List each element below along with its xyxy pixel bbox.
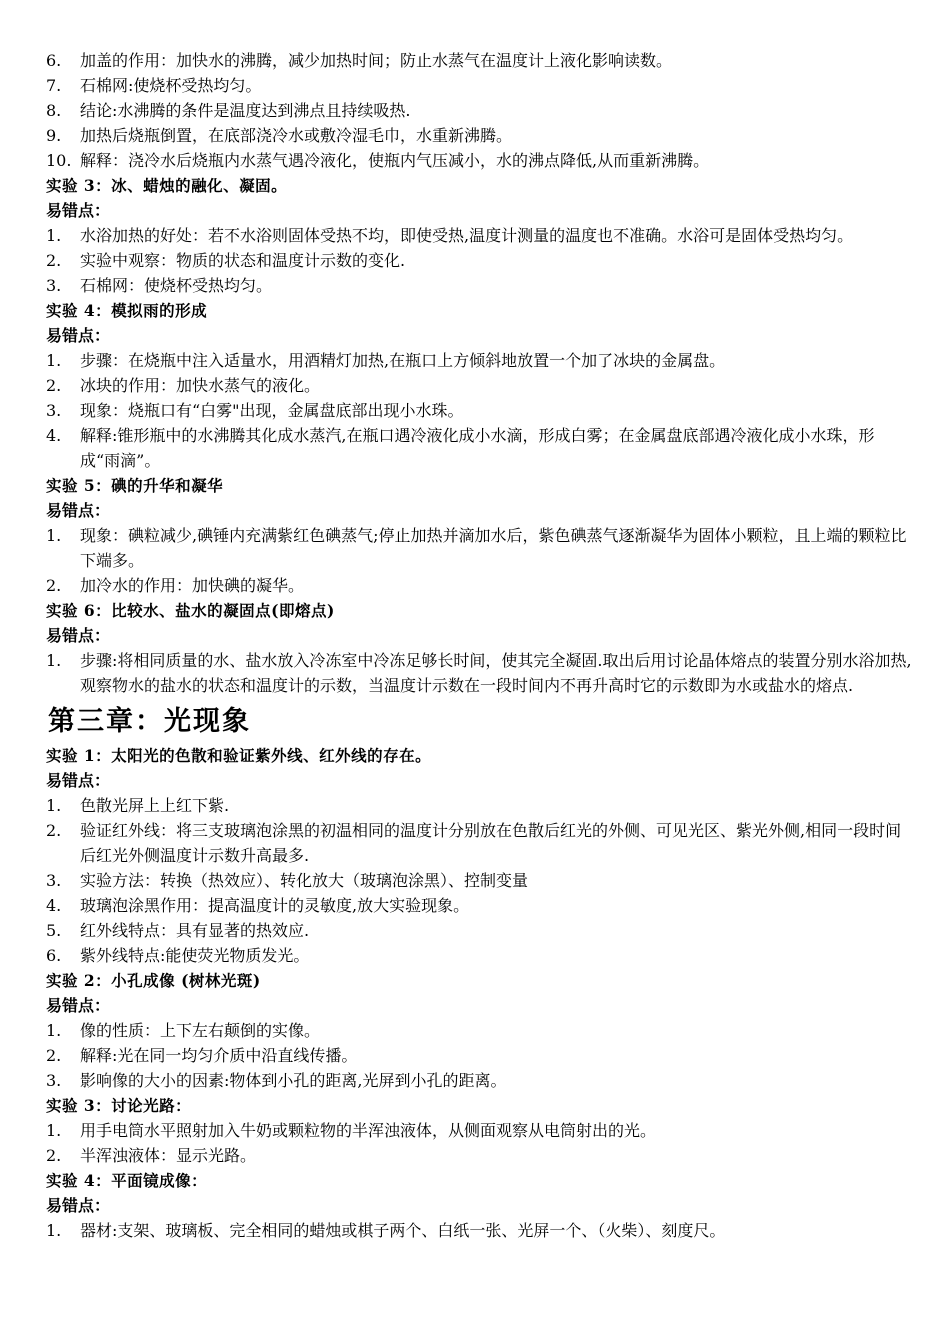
list-item-number: 1. [46,1221,62,1240]
list-item-text: 结论:水沸腾的条件是温度达到沸点且持续吸热. [80,101,411,120]
chapter-title: 第三章：光现象 [48,706,251,737]
list-item-number: 8. [46,101,62,120]
list-item-text: 玻璃泡涂黑作用：提高温度计的灵敏度,放大实验现象。 [80,896,470,915]
list-item [46,73,912,98]
list-item-text: 实验方法：转换（热效应）、转化放大（玻璃泡涂黑）、控制变量 [80,871,529,890]
error-points-label: 易错点： [46,1196,111,1215]
list-item [46,793,912,818]
list-item-number: 5. [46,921,62,940]
list-item [46,423,912,473]
experiment-heading: 实验 3：冰、蜡烛的融化、凝固。 [46,176,288,195]
list-item-text: 解释:锥形瓶中的水沸腾其化成水蒸汽,在瓶口遇冷液化成小水滴，形成白雾；在金属盘底部遇冷液化成小水珠，形成“雨滴”。 [80,426,875,470]
list-item-text: 现象：碘粒减少,碘锤内充满紫红色碘蒸气;停止加热并滴加水后，紫色碘蒸气逐渐凝华为固体小颗粒，且上端的颗粒比下端多。 [80,526,907,570]
list-item [46,1018,912,1043]
error-points-label: 易错点： [46,326,111,345]
list-item [46,868,912,893]
list-item [46,98,912,123]
list-item-text: 红外线特点：具有显著的热效应. [80,921,310,940]
error-points-label: 易错点： [46,626,111,645]
list-item-text: 冰块的作用：加快水蒸气的液化。 [80,376,321,395]
list-item [46,248,912,273]
list-item [46,573,912,598]
error-points-label: 易错点： [46,501,111,520]
error-points-label: 易错点： [46,201,111,220]
list-item [46,223,912,248]
document-page [46,48,912,1243]
list-item [46,123,912,148]
list-item [46,398,912,423]
experiment-heading: 实验 4：模拟雨的形成 [46,301,208,320]
experiment-heading: 实验 2：小孔成像 (树林光斑) [46,971,261,990]
experiment-heading: 实验 5：碘的升华和凝华 [46,476,224,495]
list-item-text: 加热后烧瓶倒置，在底部浇冷水或敷冷湿毛巾，水重新沸腾。 [80,126,513,145]
list-item-number: 10. [46,151,72,170]
list-item-number: 2. [46,376,62,395]
list-item-number: 2. [46,1146,62,1165]
list-item-text: 解释：浇冷水后烧瓶内水蒸气遇冷液化，使瓶内气压减小，水的沸点降低,从而重新沸腾。 [80,151,710,170]
list-item-text: 步骤:将相同质量的水、盐水放入冷冻室中冷冻足够长时间，使其完全凝固.取出后用讨论晶体熔点的装置分别水浴加热,观察物水的盐水的状态和温度计的示数，当温度计示数在一段时间内不再升高时它的示数即为水或盐水的熔点. [80,651,912,695]
list-item-number: 9. [46,126,62,145]
list-item-number: 1. [46,526,62,545]
list-item-number: 1. [46,351,62,370]
list-item-text: 色散光屏上上红下紫. [80,796,230,815]
list-item-number: 1. [46,796,62,815]
list-item [46,648,912,698]
list-item [46,943,912,968]
list-item-number: 2. [46,251,62,270]
list-item-text: 紫外线特点:能使荧光物质发光。 [80,946,310,965]
list-item-number: 1. [46,1121,62,1140]
list-item-number: 6. [46,51,62,70]
experiment-heading: 实验 3：讨论光路： [46,1096,192,1115]
error-points-label: 易错点： [46,996,111,1015]
list-item-text: 解释:光在同一均匀介质中沿直线传播。 [80,1046,358,1065]
list-item [46,1218,912,1243]
list-item-number: 6. [46,946,62,965]
list-item [46,1118,912,1143]
list-item [46,273,912,298]
list-item-number: 2. [46,1046,62,1065]
list-item [46,893,912,918]
list-item-number: 1. [46,651,62,670]
list-item-text: 用手电筒水平照射加入牛奶或颗粒物的半浑浊液体，从侧面观察从电筒射出的光。 [80,1121,657,1140]
list-item [46,348,912,373]
list-item-number: 4. [46,426,62,445]
list-item-number: 3. [46,401,62,420]
list-item-number: 3. [46,1071,62,1090]
list-item-number: 4. [46,896,62,915]
list-item-text: 石棉网:使烧杯受热均匀。 [80,76,262,95]
list-item-number: 1. [46,226,62,245]
experiment-heading: 实验 4：平面镜成像： [46,1171,208,1190]
list-item-text: 加盖的作用：加快水的沸腾，减少加热时间；防止水蒸气在温度计上液化影响读数。 [80,51,673,70]
error-points-label: 易错点： [46,771,111,790]
list-item-text: 水浴加热的好处：若不水浴则固体受热不均，即使受热,温度计测量的温度也不准确。水浴可是固体受热均匀。 [80,226,854,245]
list-item-number: 2. [46,821,62,840]
list-item [46,523,912,573]
list-item-text: 实验中观察：物质的状态和温度计示数的变化. [80,251,406,270]
list-item-number: 7. [46,76,62,95]
list-item [46,1143,912,1168]
list-item-text: 加冷水的作用：加快碘的凝华。 [80,576,305,595]
list-item [46,148,912,173]
list-item-text: 石棉网：使烧杯受热均匀。 [80,276,273,295]
list-item-text: 现象：烧瓶口有“白雾"出现，金属盘底部出现小水珠。 [80,401,464,420]
list-item-text: 像的性质：上下左右颠倒的实像。 [80,1021,321,1040]
list-item-number: 2. [46,576,62,595]
list-item-text: 步骤：在烧瓶中注入适量水，用酒精灯加热,在瓶口上方倾斜地放置一个加了冰块的金属盘。 [80,351,726,370]
list-item-text: 验证红外线：将三支玻璃泡涂黑的初温相同的温度计分别放在色散后红光的外侧、可见光区、紫光外侧,相同一段时间后红光外侧温度计示数升高最多. [80,821,902,865]
list-item [46,1043,912,1068]
list-item-text: 半浑浊液体：显示光路。 [80,1146,257,1165]
list-item-text: 器材:支架、玻璃板、完全相同的蜡烛或棋子两个、白纸一张、光屏一个、（火柴）、刻度尺。 [80,1221,726,1240]
list-item-text: 影响像的大小的因素:物体到小孔的距离,光屏到小孔的距离。 [80,1071,507,1090]
list-item [46,918,912,943]
list-item-number: 3. [46,276,62,295]
list-item [46,818,912,868]
experiment-heading: 实验 6：比较水、盐水的凝固点(即熔点) [46,601,335,620]
list-item-number: 3. [46,871,62,890]
experiment-heading: 实验 1：太阳光的色散和验证紫外线、红外线的存在。 [46,746,432,765]
list-item [46,48,912,73]
list-item [46,373,912,398]
list-item [46,1068,912,1093]
list-item-number: 1. [46,1021,62,1040]
